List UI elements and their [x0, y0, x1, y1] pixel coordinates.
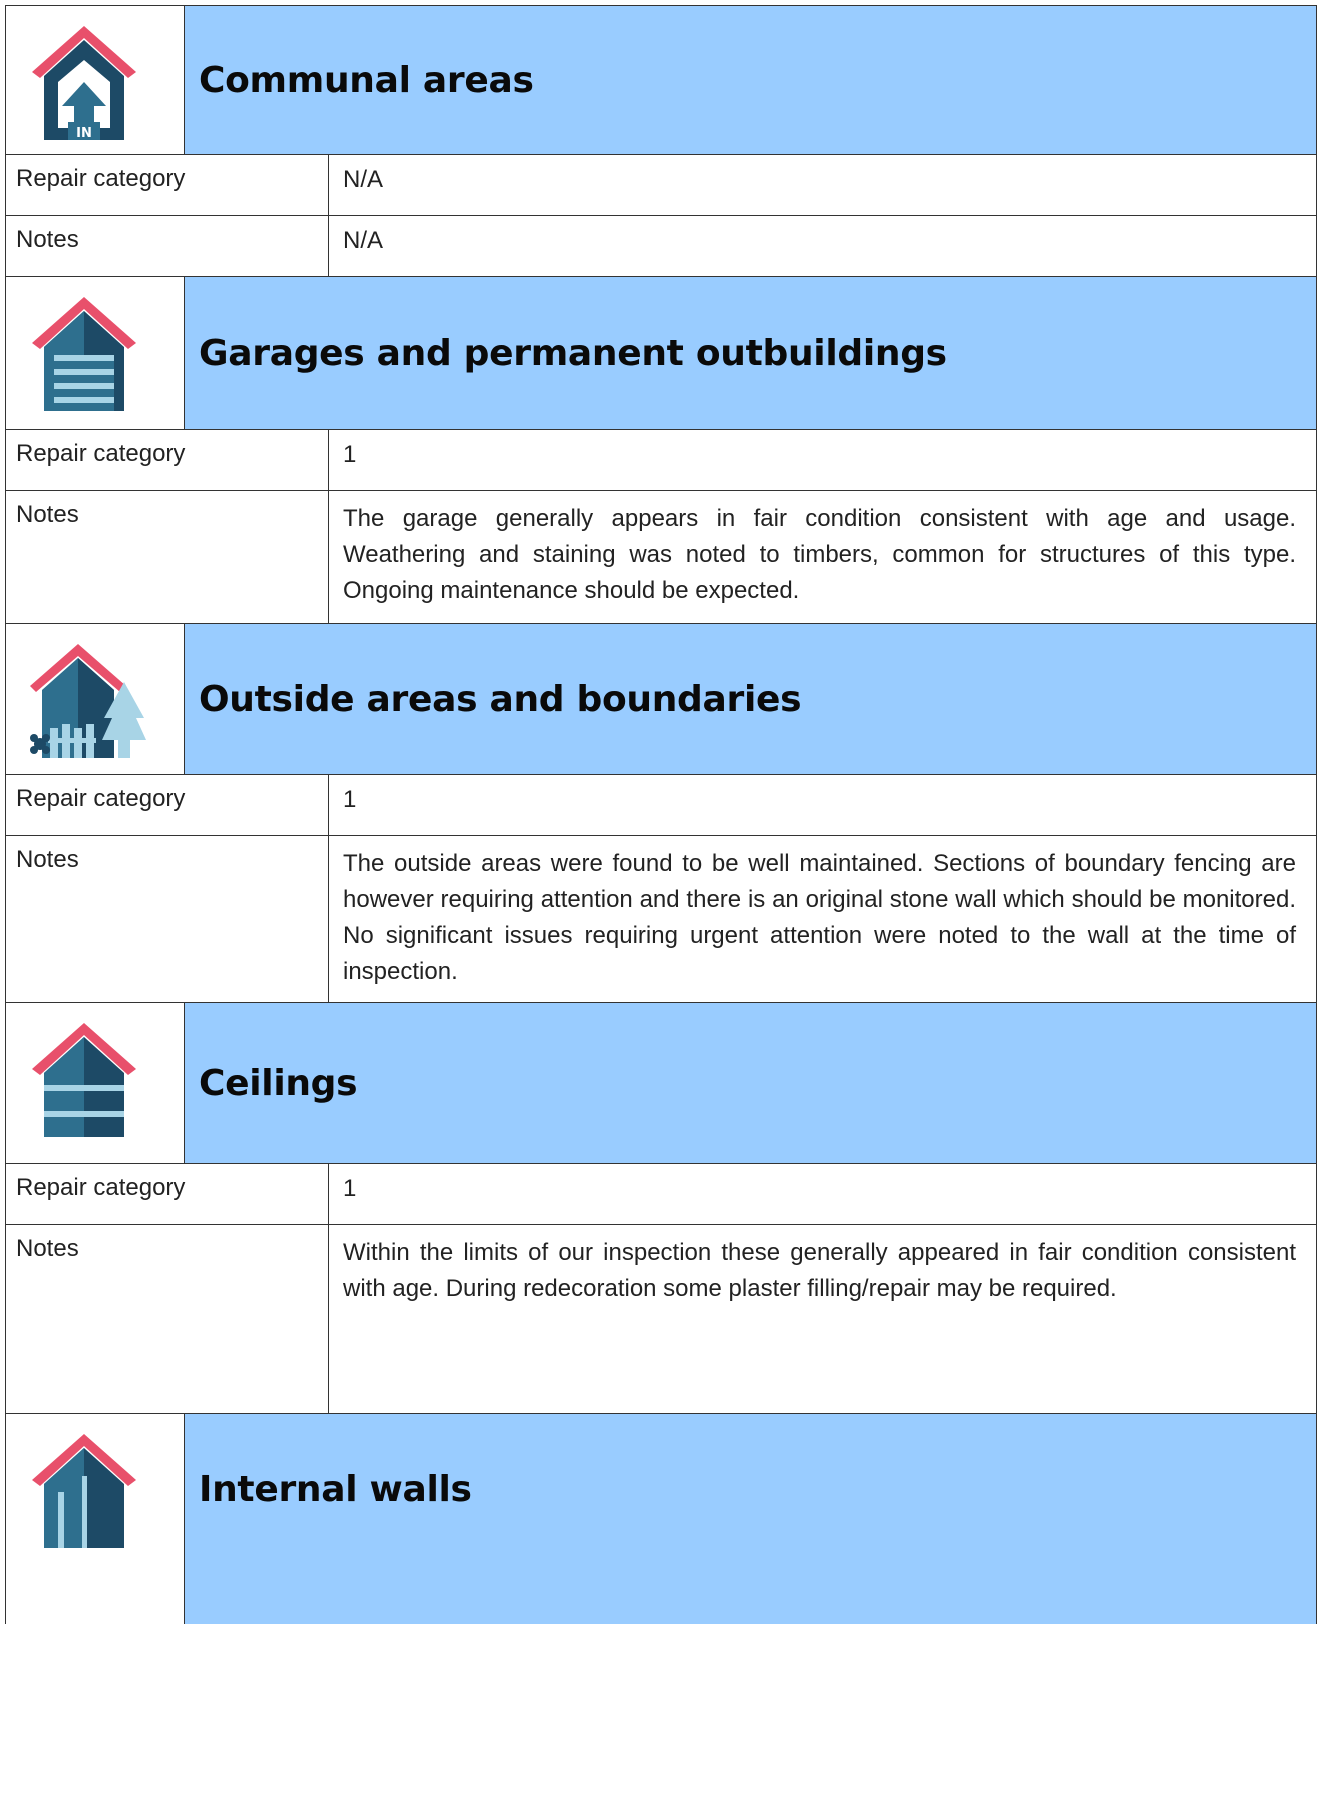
condition-report — [5, 5, 1317, 1624]
notes-row — [6, 836, 1316, 1003]
section-header-garages — [6, 277, 1316, 430]
notes-label: Notes — [6, 216, 329, 276]
garage-icon — [6, 277, 185, 429]
repair-category-label: Repair category — [6, 1164, 329, 1224]
section-title: Ceilings — [185, 1003, 1316, 1163]
repair-category-label: Repair category — [6, 155, 329, 215]
house-garden-icon — [6, 624, 185, 774]
repair-category-label: Repair category — [6, 775, 329, 835]
house-ceiling-icon — [6, 1003, 185, 1163]
repair-category-value: N/A — [343, 166, 384, 193]
repair-category-value: 1 — [343, 786, 357, 813]
section-title: Internal walls — [185, 1414, 1316, 1624]
house-walls-icon — [6, 1414, 185, 1624]
notes-value: The outside areas were found to be well maintained. Sections of boundary fencing are however requiring attention and there is an original stone wall which should be monitored. No significant issues requiring urgent attention were noted to the wall at the time of inspection. — [343, 850, 1296, 985]
notes-label: Notes — [6, 1225, 329, 1413]
notes-row — [6, 1225, 1316, 1414]
repair-category-value: 1 — [343, 1175, 357, 1202]
section-header-communal-areas — [6, 6, 1316, 155]
notes-value: N/A — [343, 227, 384, 254]
repair-category-row — [6, 775, 1316, 836]
repair-category-row — [6, 1164, 1316, 1225]
section-title: Garages and permanent outbuildings — [185, 277, 1316, 429]
repair-category-row — [6, 155, 1316, 216]
repair-category-row — [6, 430, 1316, 491]
section-title: Outside areas and boundaries — [185, 624, 1316, 774]
notes-value: Within the limits of our inspection these generally appeared in fair condition consistent with age. During redecoration some plaster filling/repair may be required. — [343, 1239, 1296, 1302]
house-entrance-icon — [6, 6, 185, 154]
notes-value: The garage generally appears in fair condition consistent with age and usage. Weathering and staining was noted to timbers, common for structures of this type. Ongoing maintenance should be expected. — [343, 505, 1296, 604]
section-header-ceilings — [6, 1003, 1316, 1164]
repair-category-label: Repair category — [6, 430, 329, 490]
section-header-outside-areas — [6, 624, 1316, 775]
section-header-internal-walls — [6, 1414, 1316, 1624]
svg-text:IN: IN — [76, 126, 92, 141]
repair-category-value: 1 — [343, 441, 357, 468]
notes-row — [6, 216, 1316, 277]
notes-label: Notes — [6, 836, 329, 1002]
notes-row — [6, 491, 1316, 624]
notes-label: Notes — [6, 491, 329, 623]
section-title: Communal areas — [185, 6, 1316, 154]
